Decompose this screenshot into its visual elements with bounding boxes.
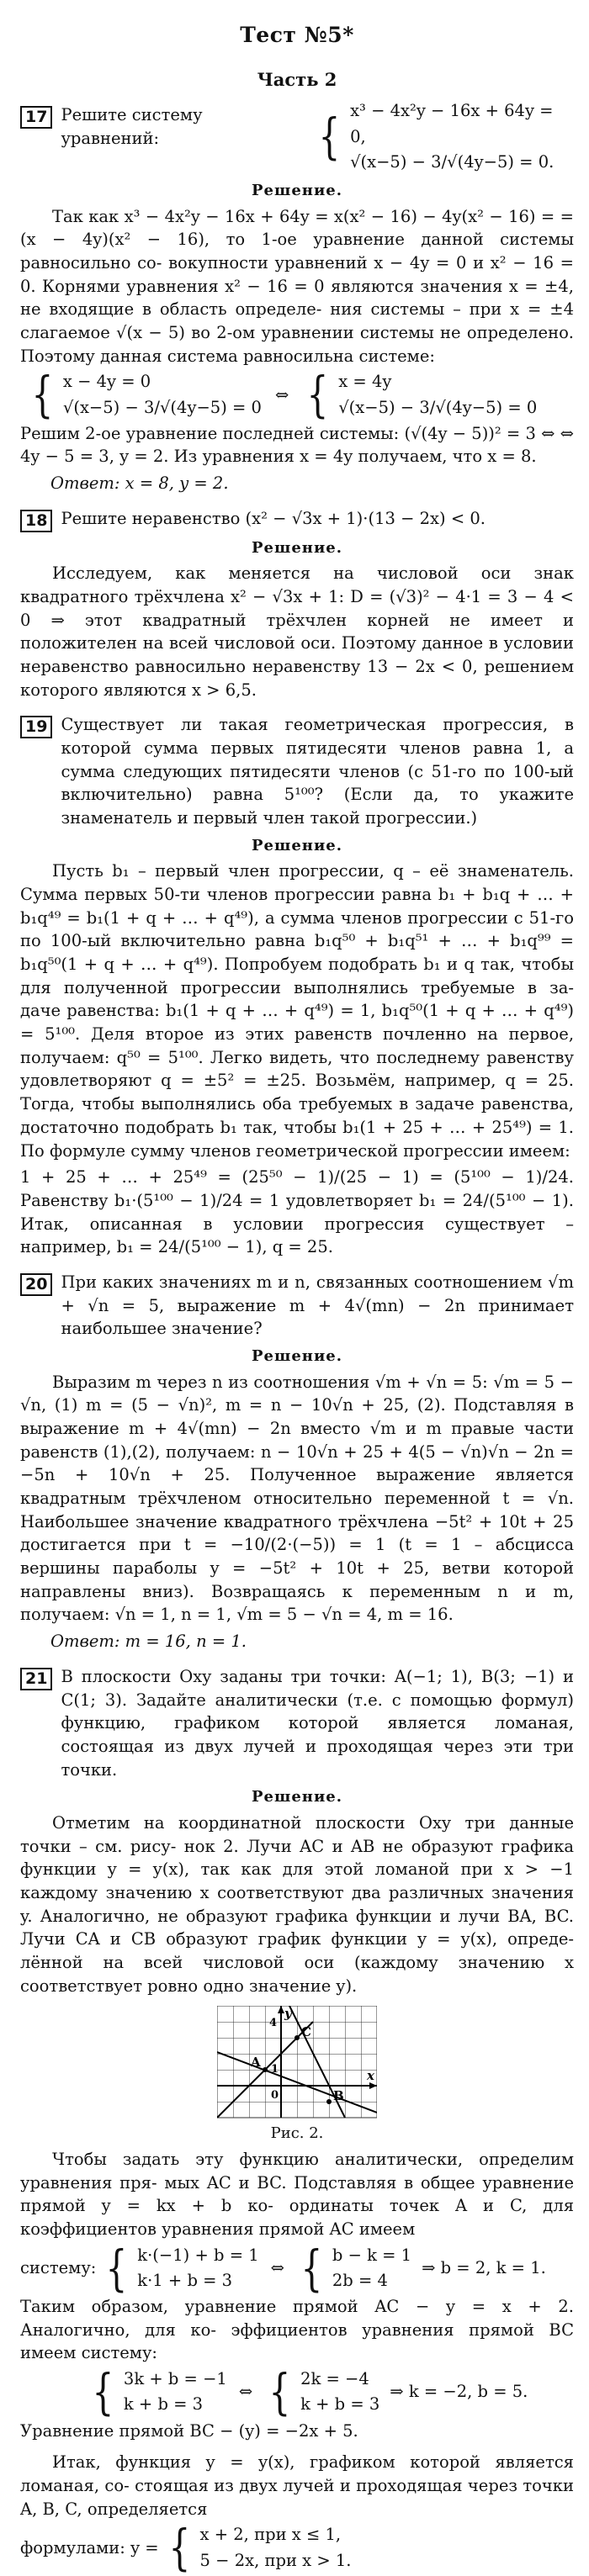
problem-number: 19 [20, 716, 52, 738]
solution-text: Так как x³ − 4x²y − 16x + 64y = x(x² − 16) − 4y(x² − 16) = = (x − 4y)(x² − 16), то 1-ое уравнение данной системы равносильно со- вокупности уравнений x − 4y = 0 и x² − 16 = 0. Корнями уравнения x² − 16 = 0 являются значения x = ±4, не входящие в область определе- ния системы – при x = ±4 слагаемое √(x − 5) во 2-ом уравнении системы не определено. Поэтому данная система равносильна системе: [20, 206, 575, 366]
solution-heading: Решение. [251, 181, 343, 199]
answer: Ответ: x = 8, y = 2. [50, 473, 229, 494]
tick-label: 4 [269, 2017, 278, 2030]
label-b: B [333, 2088, 344, 2104]
solution-text: Выразим m через n из соотношения √m + √n = 5: √m = 5 − √n, (1) m = (5 − √n)², m = n − 10√n + 25, (2). Подставляя в выражение m + 4√(mn) − 2n вместо √m и m правые части равенств (1),(2), получаем: n − 10√n + 25 + 4(5 − √n)√n − 2n = −5n + 10√n + 25. Полученное выражение является квадратным трёхчленом относительно переменной t = √n. Наибольшее значение квадратного трёхчлена −5t² + 10t + 25 достигается при t = −10/(2·(−5)) = 1 (t = 1 – абсцисса вершины параболы y = −5t² + 10t + 25, ветви которой направлены вниз). Возвращаясь к переменным n и m, получаем: √n = 1, n = 1, √m = 5 − √n = 4, m = 16. [20, 1372, 575, 1625]
solution-text: Таким образом, уравнение прямой AC − y = x + 2. Аналогично, для ко- эффициентов уравнения прямой BC имеем систему: [20, 2297, 575, 2363]
solution-text: Отметим на координатной плоскости Oxy три данные точки – см. рису- нок 2. Лучи AC и AB не образуют графика функции y = y(x), так как для этой ломаной при x > −1 каждому значению x соответствуют два различных значения y. Аналогично, не образуют графика функции и лучи BA, BC. Лучи CA и CB образуют график функции y = y(x), опреде- лённой на всей числовой оси (каждому значению x соответствует ровно одно значение y). [20, 1812, 575, 1996]
y-label: y [284, 2006, 292, 2022]
solution-heading: Решение. [251, 836, 343, 854]
solution-text: Решим 2-ое уравнение последней системы: (√(4y − 5))² = 3 ⇔ ⇔ 4y − 5 = 3, y = 2. Из уравнения x = 4y получаем, что x = 8. [20, 423, 574, 467]
point-b [326, 2099, 332, 2104]
figure-2 [20, 2006, 574, 2145]
test-title: Тест №5* [240, 23, 354, 47]
solution-text: Итак, функция y = y(x), графиком которой является ломаная, со- стоящая из двух лучей и проходящая через точки A, B, C, определяется [20, 2452, 574, 2519]
problem-21 [20, 1665, 574, 1781]
solution-heading: Решение. [251, 1788, 343, 1806]
equation: √(x−5) − 3/√(4y−5) = 0. [350, 151, 555, 172]
answer: Ответ: m = 16, n = 1. [50, 1632, 247, 1652]
solution-text: Уравнение прямой BC − (y) = −2x + 5. [20, 2420, 358, 2441]
point-c [294, 2035, 300, 2040]
problem-number: 17 [20, 106, 52, 129]
problem-text: В плоскости Oxy заданы три точки: A(−1; 1), B(3; −1) и C(1; 3). Задайте аналитически (т.е. с помощью формул) функцию, графиком которой является ломаная, состоящая из двух лучей и проходящая через эти три точки. [61, 1666, 574, 1780]
solution-text: 1 + 25 + … + 25⁴⁹ = (25⁵⁰ − 1)/(25 − 1) = (5¹⁰⁰ − 1)/24. Равенству b₁·(5¹⁰⁰ − 1)/24 = 1 удовлетворяет b₁ = 24/(5¹⁰⁰ − 1). Итак, описанная в условии прогрессия существует – например, b₁ = 24/(5¹⁰⁰ − 1), q = 25. [20, 1167, 575, 1257]
problem-text: Существует ли такая геометрическая прогрессия, в которой сумма первых пятидесяти членов равна 1, а сумма следующих пятидесяти членов (с 51-го по 100-ый включительно) равна 5¹⁰⁰? (Если да, то укажите знаменатель и первый член такой прогрессии.) [61, 715, 574, 828]
solution-text: Исследуем, как меняется на числовой оси знак квадратного трёхчлена x² − √3x + 1: D = (√3)² − 4·1 = 3 − 4 < 0 ⇒ этот квадратный трёхчлен корней не имеет и положителен на всей числовой оси. Поэтому данное в условии неравенство равносильно неравенству 13 − 2x < 0, решением которого являются x > 6,5. [20, 563, 575, 700]
problem-text: При каких значениях m и n, связанных соотношением √m + √n = 5, выражение m + 4√(mn) − 2n принимает наибольшее значение? [61, 1272, 574, 1339]
problem-number: 18 [20, 510, 52, 532]
solution-heading: Решение. [251, 1347, 343, 1366]
solution-heading: Решение. [251, 538, 343, 557]
problem-17 [20, 103, 574, 175]
problem-19 [20, 713, 574, 829]
point-a [263, 2067, 268, 2072]
equivalent-systems: { x − 4y = 0 √(x−5) − 3/√(4y−5) = 0 ⇔ { x = 4y √(x−5) − 3/√(4y−5) = 0 [31, 366, 538, 424]
coordinate-plot [217, 2006, 377, 2119]
equation: x³ − 4x²y − 16x + 64y = 0, [350, 101, 554, 146]
solution-text: Пусть b₁ – первый член прогрессии, q – её знаменатель. Сумма первых 50-ти членов прогрессии равна b₁ + b₁q + … + b₁q⁴⁹ = b₁(1 + q + … + q⁴⁹), а сумма членов прогрессии с 51-го по 100-ый включительно равна b₁q⁵⁰ + b₁q⁵¹ + … + b₁q⁹⁹ = b₁q⁵⁰(1 + q + … + q⁴⁹). Попробуем подобрать b₁ и q так, чтобы для полученной прогрессии выполнялись требуемые в за- даче равенства: b₁(1 + q + … + q⁴⁹) = 1, b₁q⁵⁰(1 + q + … + q⁴⁹) = 5¹⁰⁰. Деля второе из этих равенств почленно на первое, получаем: q⁵⁰ = 5¹⁰⁰. Легко видеть, что последнему равенству удовлетворяют q = ±5² = ±25. Возьмём, например, q = 25. Тогда, чтобы выполнялись оба требуемых в задаче равенства, достаточно подобрать b₁ так, чтобы b₁(1 + 25 + … + 25⁴⁹) = 1. По формуле сумму членов геометрической прогрессии имеем: [20, 861, 575, 1161]
solution-text: Чтобы задать эту функцию аналитически, определим уравнения пря- мых AC и BC. Подставляя в общее уравнение прямой y = kx + b ко- ординаты точек A и C, для коэффициентов уравнения прямой AC имеем [20, 2149, 575, 2239]
tick-label: 1 [271, 2063, 279, 2076]
final-function: формулами: y = { x + 2, при x ≤ 1, 5 − 2x, при x > 1. [20, 2519, 352, 2576]
problem-number: 20 [20, 1273, 52, 1296]
part-heading: Часть 2 [257, 68, 337, 90]
tick-label: 0 [271, 2089, 279, 2103]
x-label: x [367, 2068, 374, 2084]
problem-20 [20, 1271, 574, 1341]
system-bc: { 3k + b = −1 k + b = 3 ⇔ { 2k = −4 k + b = 3 ⇒ k = −2, b = 5. [92, 2363, 528, 2421]
problem-18 [20, 507, 574, 532]
label-a: A [251, 2055, 261, 2071]
figure-caption: Рис. 2. [270, 2124, 324, 2143]
problem-text: Решите систему уравнений: [61, 105, 203, 148]
problem-number: 21 [20, 1668, 52, 1690]
equation-system: { x³ − 4x²y − 16x + 64y = 0, √(x−5) − 3/√(4y−5) = 0. [314, 98, 574, 175]
problem-text: Решите неравенство (x² − √3x + 1)·(13 − 2x) < 0. [61, 508, 486, 528]
label-c: C [301, 2024, 311, 2040]
system-ac: систему: { k·(−1) + b = 1 k·1 + b = 3 ⇔ { b − k = 1 2b = 4 ⇒ b = 2, k = 1. [20, 2239, 546, 2297]
